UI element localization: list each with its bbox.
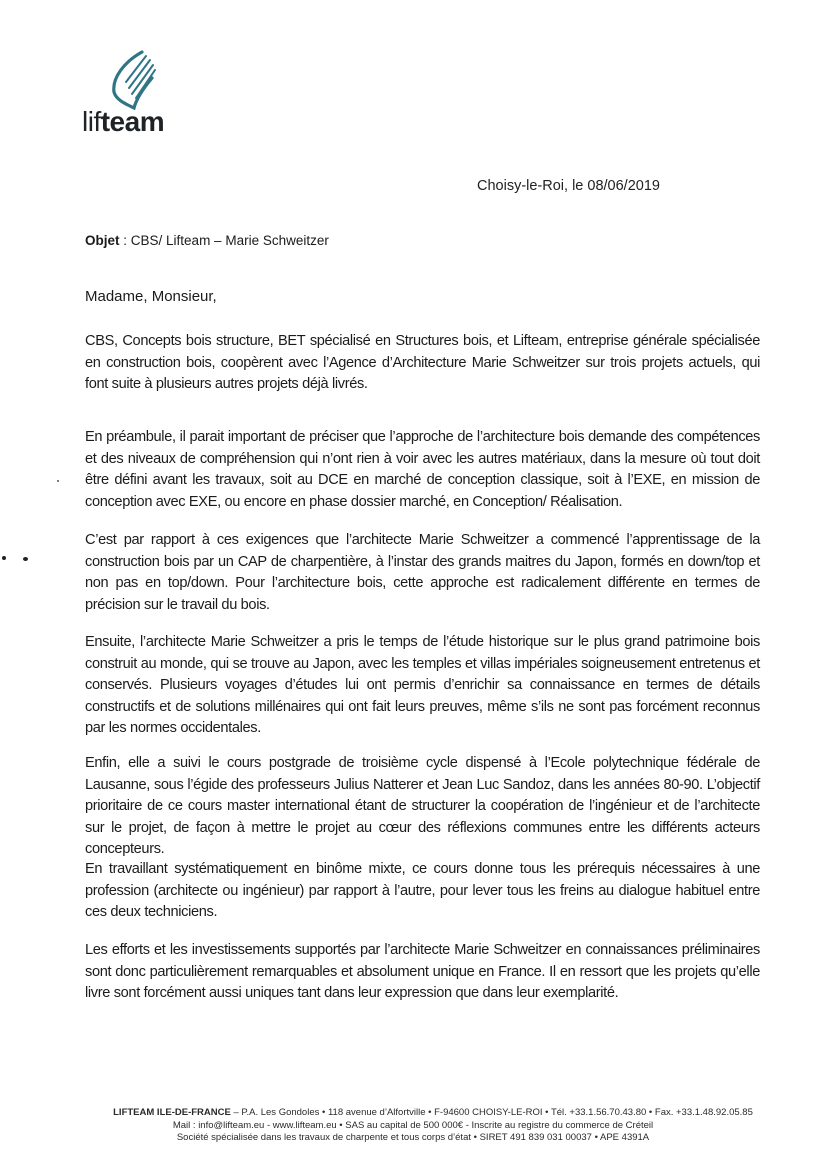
logo-text-light: lif (82, 106, 101, 137)
paragraph: Les efforts et les investissements supportés par l’architecte Marie Schweitzer en connaissances préliminaires sont donc particulièrement remarquables et absolument unique en France. Il en ressort que les projets qu’elle livre sont forcément aussi uniques tant dans leur expression que dans leur exemplarité. (85, 942, 760, 1001)
scan-speck (23, 557, 28, 561)
scan-speck (2, 556, 6, 560)
paragraph: CBS, Concepts bois structure, BET spécialisé en Structures bois, et Lifteam, entreprise générale spécialisée en construction bois, coopèrent avec l’Agence d’Architecture Marie Schweitzer sur trois projets actuels, qui font suite à plusieurs autres projets déjà livrés. (85, 333, 760, 392)
feather-hand-icon (102, 48, 162, 110)
footer-line-address (0, 1107, 826, 1120)
paragraph: En travaillant systématiquement en binôme mixte, ce cours donne tous les prérequis nécessaires à une profession (architecte ou ingénieur) par rapport à l’autre, pour lever tous les freins au dialogue habituel entre ces deux techniciens. (85, 861, 760, 920)
subject-value: CBS/ Lifteam – Marie Schweitzer (130, 233, 329, 248)
subject-line (85, 233, 329, 248)
footer-company-name: LIFTEAM ILE-DE-FRANCE (113, 1107, 231, 1118)
paragraph: C’est par rapport à ces exigences que l’architecte Marie Schweitzer a commencé l’apprentissage de la construction bois par un CAP de charpentière, à l’instar des grands maitres du Japon, formés en down/top et non pas en top/down. Pour l’architecture bois, cette approche est radicalement différente en termes de précision sur le travail du bois. (85, 532, 760, 613)
scan-speck (57, 480, 59, 482)
place-date: Choisy-le-Roi, le 08/06/2019 (477, 178, 660, 194)
footer-address: – P.A. Les Gondoles • 118 avenue d’Alfortville • F-94600 CHOISY-LE-ROI • Tél. +33.1.56.70.43.80 • Fax. +33.1.48.92.05.85 (230, 1107, 753, 1118)
footer-line-contact: Mail : info@lifteam.eu - www.lifteam.eu • SAS au capital de 500 000€ - Inscrite au registre du commerce de Créteil (172, 1119, 654, 1131)
paragraph: En préambule, il parait important de préciser que l’approche de l’architecture bois demande des compétences et des niveaux de compréhension qui n’ont rien à voir avec les autres matériaux, dans la mesure où tout doit être défini avant les travaux, soit au DCE en marché de conception classique, soit à l’EXE, en mission de conception avec EXE, ou encore en phase dossier marché, en Conception/ Réalisation. (85, 429, 760, 510)
letterhead-footer (0, 1107, 826, 1145)
salutation: Madame, Monsieur, (85, 288, 217, 305)
footer-line-registration: Société spécialisée dans les travaux de charpente et tous corps d’état • SIRET 491 839 031 00037 • APE 4391A (176, 1132, 650, 1143)
subject-separator: : (119, 233, 131, 248)
logo-wordmark (82, 106, 164, 138)
company-logo (82, 48, 192, 143)
subject-label: Objet (85, 233, 120, 248)
logo-text-bold: team (100, 106, 165, 137)
paragraph: Enfin, elle a suivi le cours postgrade de troisième cycle dispensé à l’Ecole polytechnique fédérale de Lausanne, sous l’égide des professeurs Julius Natterer et Jean Luc Sandoz, dans les années 80-90. L’objectif prioritaire de ce cours master international étant de structurer la coopération de l’ingénieur et de l’architecte sur le projet, de façon à mettre le projet au cœur des réflexions communes entre les différents acteurs concepteurs. (85, 755, 760, 857)
paragraph: Ensuite, l’architecte Marie Schweitzer a pris le temps de l’étude historique sur le plus grand patrimoine bois construit au monde, qui se trouve au Japon, avec les temples et villas impériales soigneusement entretenus et conservés. Plusieurs voyages d’études lui ont permis d’enrichir sa connaissance en termes de détails constructifs et de solutions millénaires qui ont fait leurs preuves, même s’ils ne sont pas forcément reconnus par les normes occidentales. (85, 634, 760, 736)
